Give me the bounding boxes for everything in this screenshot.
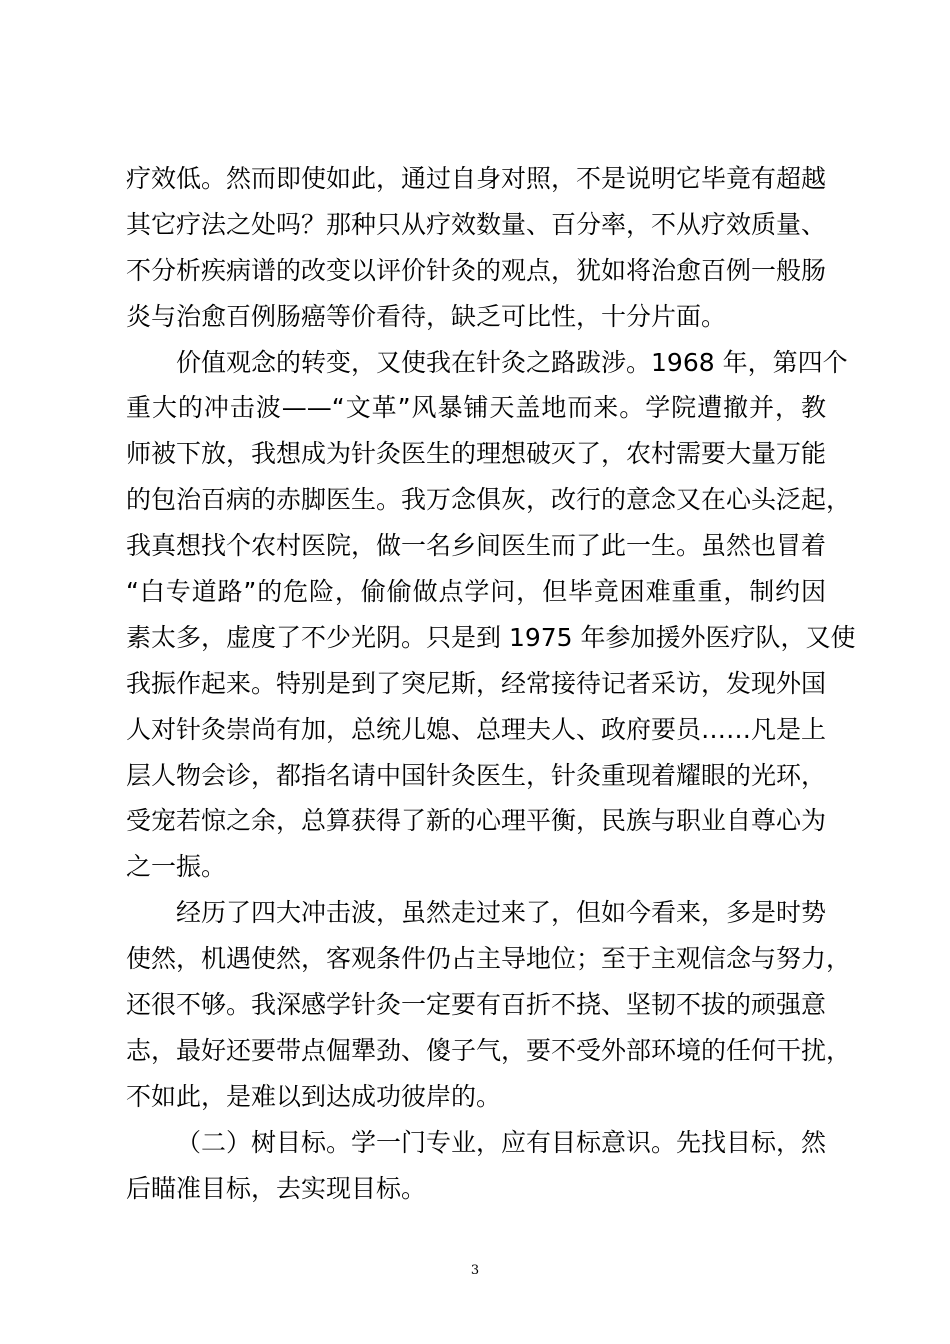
text-line: “白专道路”的危险，偷偷做点学问，但毕竟困难重重，制约因 bbox=[126, 577, 826, 607]
paragraph-first-line: 经历了四大冲击波，虽然走过来了，但如今看来，多是时势 bbox=[176, 898, 827, 928]
text-line: 志，最好还要带点倔犟劲、傻子气，要不受外部环境的任何干扰， bbox=[126, 1035, 852, 1065]
text-line: 我真想找个农村医院，做一名乡间医生而了此一生。虽然也冒着 bbox=[126, 531, 827, 561]
text-line: 人对针灸崇尚有加，总统儿媳、总理夫人、政府要员……凡是上 bbox=[126, 714, 827, 744]
text-line: 不如此，是难以到达成功彼岸的。 bbox=[126, 1081, 502, 1111]
text-line: 的包治百病的赤脚医生。我万念俱灰，改行的意念又在心头泛起， bbox=[126, 485, 852, 515]
text-line: 重大的冲击波——“文革”风暴铺天盖地而来。学院遭撤并，教 bbox=[126, 393, 826, 423]
page-number: 3 bbox=[470, 1263, 480, 1278]
paragraph-first-line: （二）树目标。学一门专业，应有目标意识。先找目标，然 bbox=[176, 1127, 827, 1157]
text-line: 素太多，虚度了不少光阴。只是到 1975 年参加援外医疗队，又使 bbox=[126, 622, 856, 652]
text-line: 层人物会诊，都指名请中国针灸医生，针灸重现着耀眼的光环， bbox=[126, 760, 827, 790]
paragraph-first-line: 价值观念的转变，又使我在针灸之路跋涉。1968 年，第四个 bbox=[176, 347, 848, 377]
text-line: 使然，机遇使然，客观条件仍占主导地位；至于主观信念与努力， bbox=[126, 944, 852, 974]
text-line: 炎与治愈百例肠癌等价看待，缺乏可比性，十分片面。 bbox=[126, 301, 727, 331]
text-line: 后瞄准目标，去实现目标。 bbox=[126, 1173, 427, 1203]
text-line: 不分析疾病谱的改变以评价针灸的观点，犹如将治愈百例一般肠 bbox=[126, 255, 827, 285]
text-line: 之一振。 bbox=[126, 852, 227, 882]
text-line: 其它疗法之处吗？那种只从疗效数量、百分率，不从疗效质量、 bbox=[126, 209, 827, 239]
text-line: 还很不够。我深感学针灸一定要有百折不挠、坚韧不拔的顽强意 bbox=[126, 990, 827, 1020]
text-line: 师被下放，我想成为针灸医生的理想破灭了，农村需要大量万能 bbox=[126, 439, 827, 469]
text-line: 疗效低。然而即使如此，通过自身对照，不是说明它毕竟有超越 bbox=[126, 164, 827, 193]
text-line: 我振作起来。特别是到了突尼斯，经常接待记者采访，发现外国 bbox=[126, 668, 827, 698]
body-text bbox=[126, 156, 856, 1211]
text-line: 受宠若惊之余，总算获得了新的心理平衡，民族与职业自尊心为 bbox=[126, 806, 827, 836]
